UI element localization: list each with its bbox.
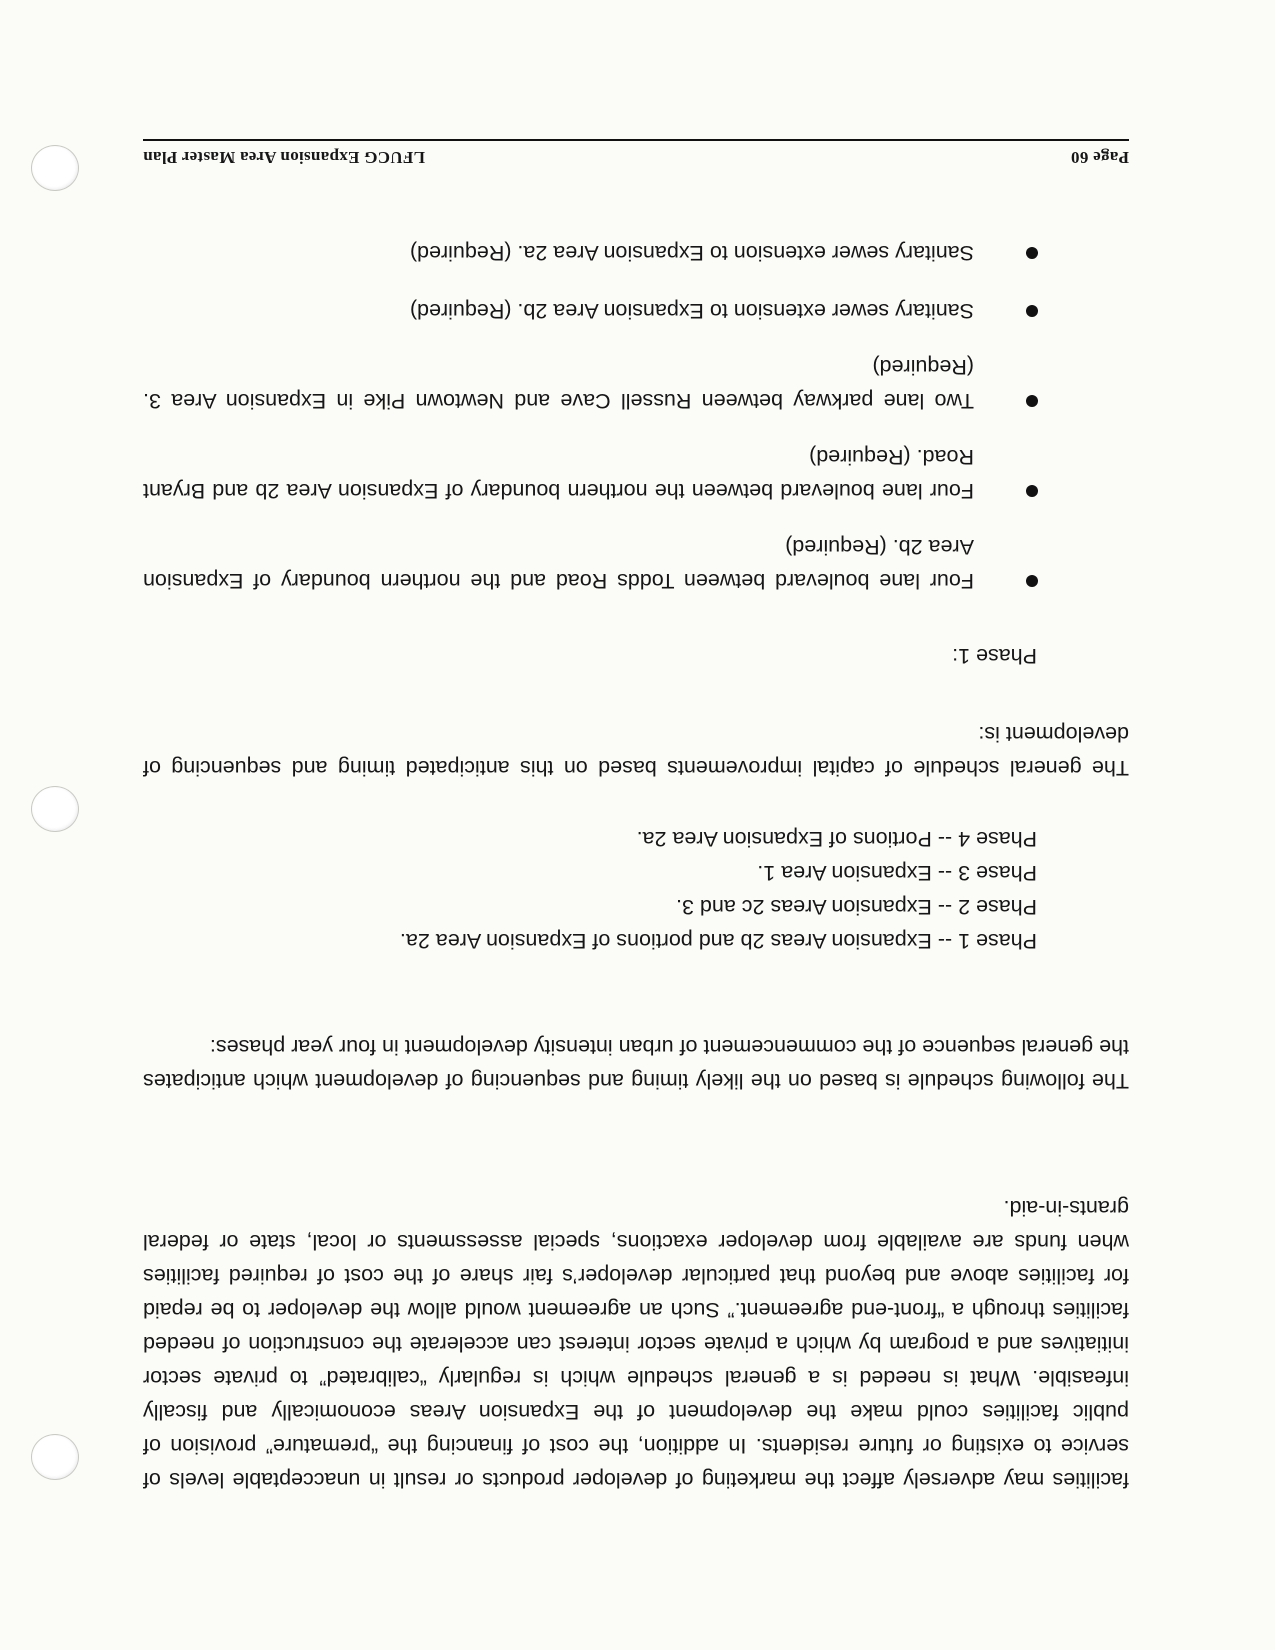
- list-item: [143, 294, 1038, 328]
- bullet-icon: [1026, 575, 1038, 587]
- bullet-icon: [1026, 305, 1038, 317]
- phase-line: Phase 4 -- Portions of Expansion Area 2a.: [636, 827, 1037, 851]
- list-item: [143, 440, 1038, 508]
- bullet-icon: [1026, 247, 1038, 259]
- page-number: Page 60: [1070, 148, 1129, 167]
- bullet-icon: [1026, 485, 1038, 497]
- bullet-icon: [1026, 395, 1038, 407]
- list-item: [143, 530, 1038, 598]
- page-header: [143, 139, 1129, 167]
- bullet-text: Four lane boulevard between Todds Road and the northern boundary of Expansion Area 2b. (Required): [143, 535, 974, 593]
- bullet-text: Sanitary sewer extension to Expansion Area 2a. (Required): [409, 241, 974, 265]
- document-title: LFUCG Expansion Area Master Plan: [143, 148, 425, 167]
- phase-line: Phase 3 -- Expansion Area 1.: [757, 861, 1037, 885]
- list-item: [143, 236, 1038, 270]
- phase-line: Phase 1 -- Expansion Areas 2b and portions of Expansion Area 2a.: [399, 929, 1037, 953]
- financing-paragraph: facilities may adversely affect the marketing of developer products or result in unacceptable levels of service to existing or future residents. In addition, the cost of financing the “premature” provision of public facilities could make the development of the Expansion Areas economically and fiscally infeasible. What is needed is a general schedule which is regularly “calibrated” to private sector initiatives and a program by which a private sector interest can accelerate the construction of needed facilities through a “front-end agreement.” Such an agreement would allow the developer to be repaid for facilities above and beyond that particular developer’s fair share of the cost of required facilities when funds are available from developer exactions, special assessments or local, state or federal grants-in-aid.: [143, 1196, 1129, 1492]
- bullet-text: Two lane parkway between Russell Cave and Newtown Pike in Expansion Area 3. (Required): [143, 355, 974, 413]
- punch-hole-top: [31, 1434, 79, 1480]
- phase1-heading: Phase 1:: [952, 644, 1037, 668]
- bullet-text: Sanitary sewer extension to Expansion Area 2b. (Required): [409, 299, 974, 323]
- phase-line: Phase 2 -- Expansion Areas 2c and 3.: [676, 895, 1037, 919]
- punch-hole-middle: [31, 786, 79, 832]
- punch-hole-bottom: [31, 145, 79, 191]
- list-item: [143, 350, 1038, 418]
- schedule-paragraph: The following schedule is based on the likely timing and sequencing of development which anticipates the general sequence of the commencement of urban intensity development in four year phases:: [143, 1035, 1129, 1093]
- capital-paragraph: The general schedule of capital improvements based on this anticipated timing and sequencing of development is:: [143, 722, 1129, 780]
- bullet-text: Four lane boulevard between the northern boundary of Expansion Area 2b and Bryant Road. (Required): [143, 445, 974, 503]
